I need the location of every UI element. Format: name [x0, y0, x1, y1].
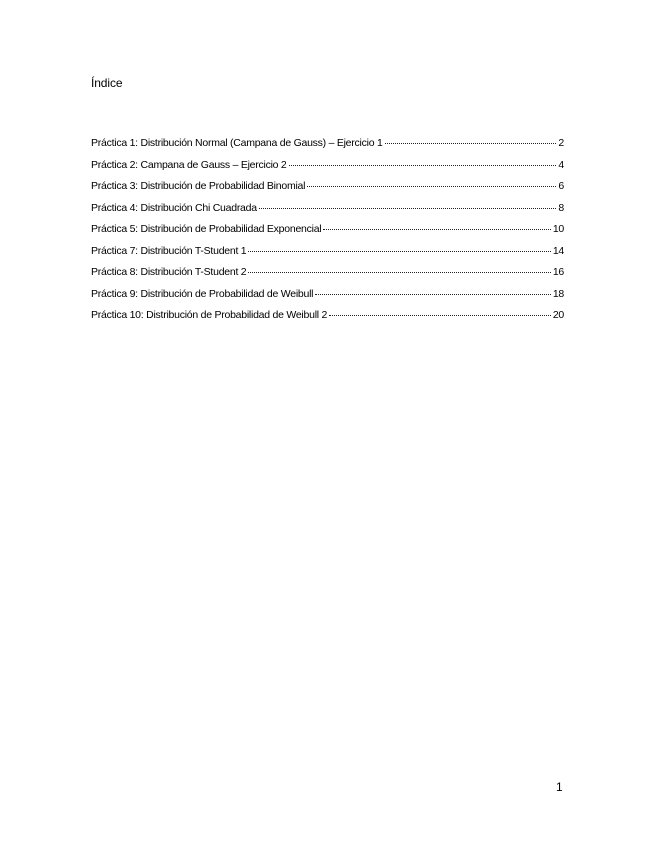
toc-entry-title: Práctica 5: Distribución de Probabilidad Exponencial — [91, 223, 322, 235]
toc-dot-leader — [248, 251, 550, 252]
toc-entry-page: 8 — [558, 201, 564, 214]
toc-entry-page: 10 — [552, 223, 564, 235]
toc-entry-page: 20 — [552, 309, 564, 321]
toc-entry[interactable] — [91, 180, 564, 202]
toc-dot-leader — [289, 165, 557, 166]
toc-entry-title: Práctica 9: Distribución de Probabilidad de Weibull — [91, 287, 314, 300]
toc-entry-page: 16 — [552, 266, 564, 278]
toc-entry-title: Práctica 1: Distribución Normal (Campana de Gauss) – Ejercicio 1 — [91, 137, 383, 149]
toc-entry-title: Práctica 8: Distribución T-Student 2 — [91, 266, 247, 278]
toc-entry[interactable] — [91, 245, 564, 267]
toc-dot-leader — [329, 315, 551, 316]
toc-dot-leader — [259, 208, 557, 209]
toc-entry[interactable] — [91, 288, 564, 310]
toc-entry-title: Práctica 4: Distribución Chi Cuadrada — [91, 201, 257, 214]
toc-entry-page: 14 — [552, 244, 564, 257]
toc-dot-leader — [307, 186, 556, 187]
toc-entry[interactable] — [91, 266, 564, 288]
page-number: 1 — [556, 780, 563, 794]
toc-entry-title: Práctica 10: Distribución de Probabilidad de Weibull 2 — [91, 309, 328, 321]
toc-entry-page: 6 — [558, 180, 564, 192]
table-of-contents — [91, 137, 564, 331]
toc-entry-page: 18 — [552, 287, 564, 300]
toc-entry-title: Práctica 7: Distribución T-Student 1 — [91, 244, 247, 257]
toc-entry[interactable] — [91, 223, 564, 245]
toc-entry-page: 2 — [558, 137, 564, 149]
toc-entry-page: 4 — [558, 158, 564, 171]
toc-entry-title: Práctica 3: Distribución de Probabilidad Binomial — [91, 180, 306, 192]
toc-dot-leader — [385, 143, 557, 144]
toc-dot-leader — [248, 272, 550, 273]
toc-entry[interactable] — [91, 137, 564, 159]
toc-dot-leader — [323, 229, 550, 230]
toc-heading: Índice — [91, 76, 123, 90]
toc-entry-title: Práctica 2: Campana de Gauss – Ejercicio 2 — [91, 158, 287, 171]
toc-entry[interactable] — [91, 309, 564, 331]
toc-entry[interactable] — [91, 159, 564, 181]
toc-dot-leader — [315, 294, 551, 295]
toc-entry[interactable] — [91, 202, 564, 224]
